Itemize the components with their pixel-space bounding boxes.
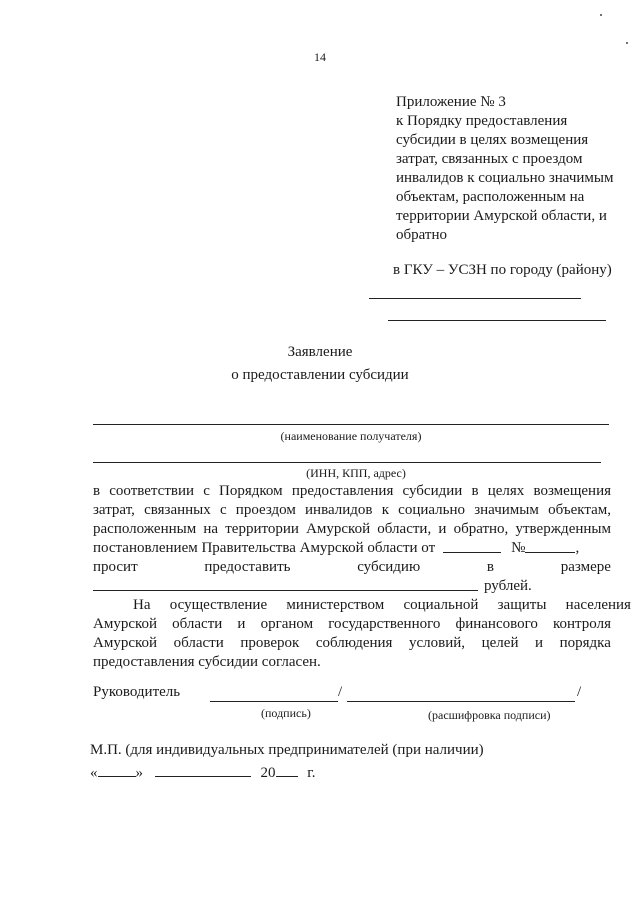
- appendix-line: к Порядку предоставления: [396, 113, 568, 129]
- scan-speck: [600, 14, 602, 16]
- appendix-line: субсидии в целях возмещения: [396, 132, 589, 148]
- signature-decode-caption: (расшифровка подписи): [428, 708, 551, 722]
- body-line-1: в соответствии с Порядком предоставления субсидии в целях возмещения: [93, 483, 611, 499]
- subsidy-amount-field[interactable]: [93, 578, 478, 591]
- appendix-line: обратно: [396, 227, 447, 243]
- inn-line[interactable]: [93, 462, 601, 463]
- body-line-2: затрат, связанных с проездом инвалидов к социально значимым объектам,: [93, 502, 611, 518]
- signature-decode-field[interactable]: [347, 701, 575, 702]
- body-line-3: расположенным на территории Амурской области, и обратно, утвержденным: [93, 521, 611, 537]
- appendix-line: территории Амурской области, и: [396, 208, 607, 224]
- appendix-line: затрат, связанных с проездом: [396, 151, 583, 167]
- body-line-4: постановлением Правительства Амурской области от № ,: [93, 540, 580, 556]
- body-line-5: просит предоставить субсидию в размере: [93, 559, 611, 575]
- body-line-6: рублей.: [93, 578, 611, 595]
- decree-date-field[interactable]: [443, 540, 501, 553]
- signature-caption: (подпись): [261, 706, 311, 720]
- signature-field[interactable]: [210, 701, 338, 702]
- appendix-block: [396, 93, 626, 245]
- body-line-10: предоставления субсидии согласен.: [93, 654, 321, 670]
- date-year-field[interactable]: [276, 764, 298, 777]
- scan-speck: [626, 42, 628, 44]
- body-line-7: На осуществление министерством социальной защиты населения: [133, 597, 631, 613]
- date-month-field[interactable]: [155, 764, 251, 777]
- date-line: « » 20 г.: [90, 765, 316, 781]
- recipient-blank-line-2[interactable]: [388, 320, 606, 321]
- document-subtitle: о предоставлении субсидии: [231, 367, 409, 383]
- body-line-8: Амурской области и органом государственного финансового контроля: [93, 616, 611, 632]
- page-number: 14: [314, 50, 326, 64]
- recipient-blank-line-1[interactable]: [369, 298, 581, 299]
- recipient-org: в ГКУ – УСЗН по городу (району): [393, 262, 612, 278]
- decree-number-field[interactable]: [525, 540, 575, 553]
- document-title: Заявление: [287, 344, 353, 360]
- signature-slash-end: /: [577, 684, 582, 700]
- recipient-name-line[interactable]: [93, 424, 609, 425]
- signature-label: Руководитель: [93, 684, 181, 700]
- recipient-name-caption: (наименование получателя): [280, 429, 422, 443]
- appendix-line: инвалидов к социально значимым: [396, 170, 614, 186]
- appendix-line: объектам, расположенным на: [396, 189, 585, 205]
- appendix-line: Приложение № 3: [396, 94, 506, 110]
- body-line-9: Амурской области проверок соблюдения условий, целей и порядка: [93, 635, 611, 651]
- stamp-note: М.П. (для индивидуальных предпринимателей (при наличии): [90, 742, 484, 758]
- date-day-field[interactable]: [98, 764, 136, 777]
- inn-caption: (ИНН, КПП, адрес): [306, 466, 406, 480]
- signature-slash: /: [338, 684, 343, 700]
